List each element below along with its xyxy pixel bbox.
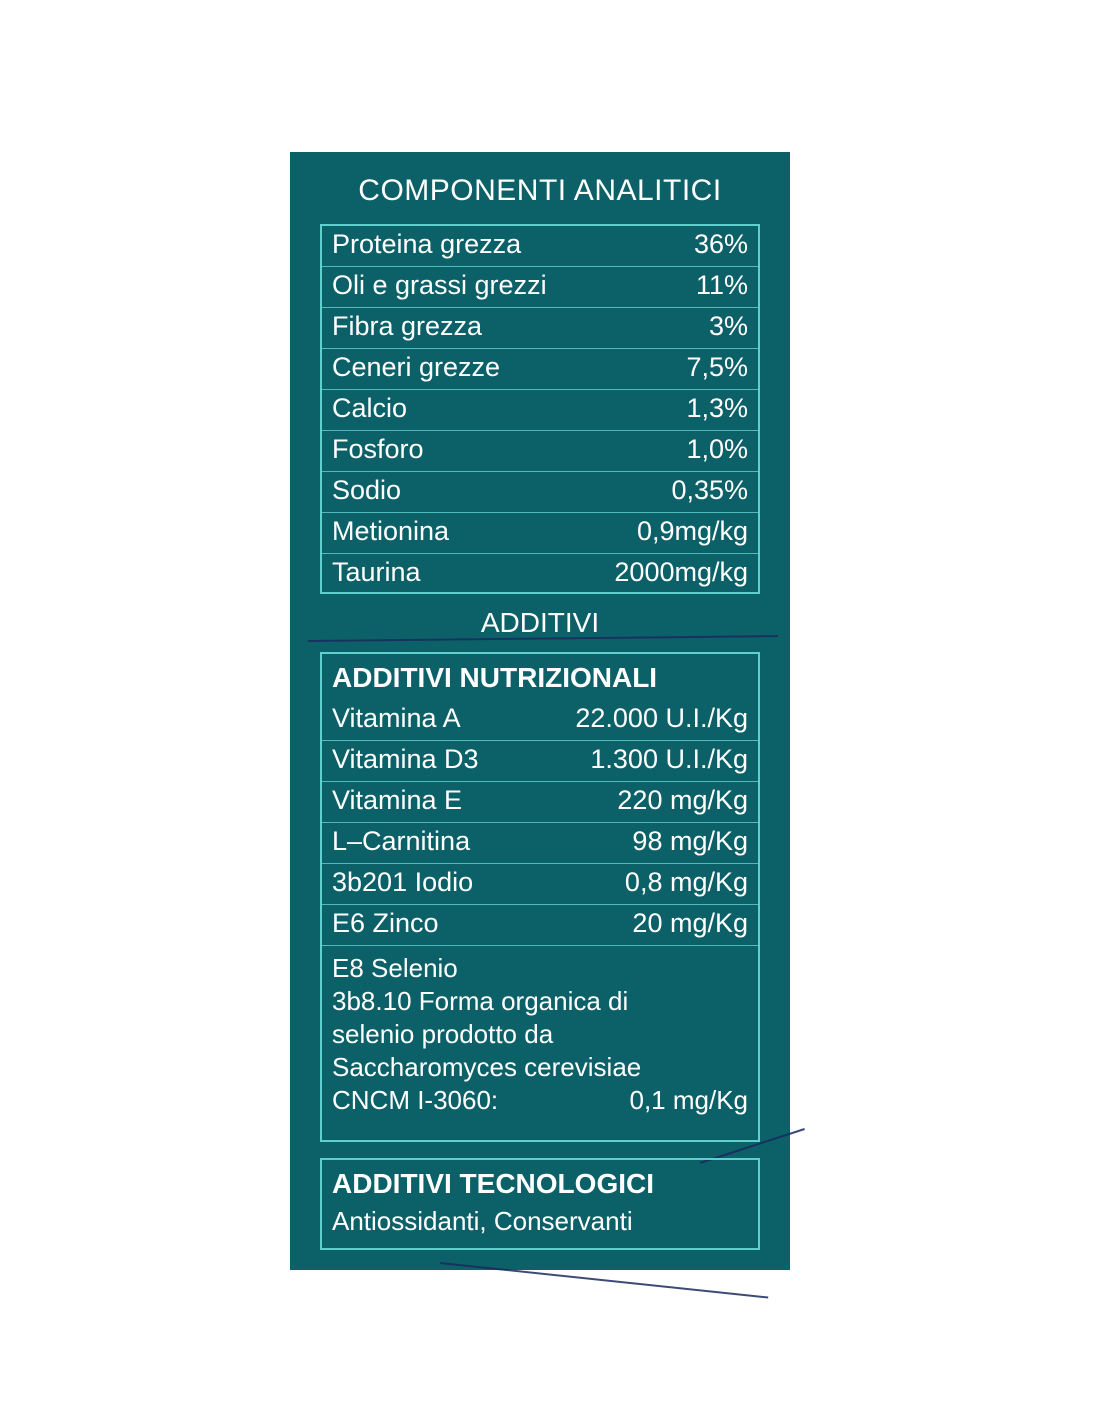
table-row [322,905,758,946]
nutrition-label-panel [290,152,790,1270]
table-row [322,554,758,595]
table-row [322,700,758,741]
row-value: 98 mg/Kg [632,826,748,856]
row-label: Fosforo [332,434,424,464]
technological-additives-heading: ADDITIVI TECNOLOGICI [332,1168,654,1199]
table-row [322,513,758,554]
table-row [322,782,758,823]
selenium-additive-block [322,946,758,1125]
row-label: Vitamina D3 [332,744,479,774]
row-label: Vitamina A [332,703,461,733]
table-row [322,864,758,905]
row-label: Taurina [332,557,421,587]
table-row [322,472,758,513]
row-label: Fibra grezza [332,311,483,341]
analytical-components-table [320,224,760,594]
selenium-line-4: Saccharomyces cerevisiae [332,1052,642,1082]
selenium-line-5 [332,1084,748,1117]
table-row [322,308,758,349]
selenium-line-1: E8 Selenio [332,953,458,983]
table-row [322,226,758,267]
row-label: Metionina [332,516,450,546]
row-label: Proteina grezza [332,229,522,259]
row-value: 22.000 U.I./Kg [575,703,748,733]
row-label: Sodio [332,475,402,505]
additives-section-heading: ADDITIVI [480,607,600,638]
row-value: 3% [708,311,748,341]
row-value: 0,1 mg/Kg [629,1085,748,1115]
row-value: 20 mg/Kg [632,908,748,938]
row-label: Vitamina E [332,785,463,815]
row-value: 0,8 mg/Kg [624,867,748,897]
selenium-line-2: 3b8.10 Forma organica di [332,986,629,1016]
row-value: 1.300 U.I./Kg [590,744,748,774]
technological-additives-text: Antiossidanti, Conservanti [332,1206,633,1236]
row-value: 1,3% [686,393,748,423]
row-label: Ceneri grezze [332,352,501,382]
table-row [322,390,758,431]
table-row [322,823,758,864]
row-label: CNCM I-3060: [332,1085,499,1115]
nutritional-additives-heading: ADDITIVI NUTRIZIONALI [332,662,658,693]
row-value: 0,9mg/kg [636,516,748,546]
row-label: Oli e grassi grezzi [332,270,547,300]
row-label: 3b201 Iodio [332,867,474,897]
table-row [322,431,758,472]
technological-additives-box [320,1158,760,1250]
row-value: 1,0% [686,434,748,464]
row-label: Calcio [332,393,408,423]
page-title: COMPONENTI ANALITICI [358,174,722,207]
row-value: 11% [695,270,748,300]
row-value: 2000mg/kg [614,557,748,587]
row-value: 36% [693,229,748,259]
table-row [322,741,758,782]
table-row [322,349,758,390]
decorative-diagonal-line [440,1262,768,1298]
selenium-line-3: selenio prodotto da [332,1019,554,1049]
table-row [322,267,758,308]
row-value: 7,5% [686,352,748,382]
row-label: L–Carnitina [332,826,471,856]
row-value: 0,35% [671,475,748,505]
nutritional-additives-table [320,652,760,1142]
row-value: 220 mg/Kg [617,785,748,815]
row-label: E6 Zinco [332,908,439,938]
